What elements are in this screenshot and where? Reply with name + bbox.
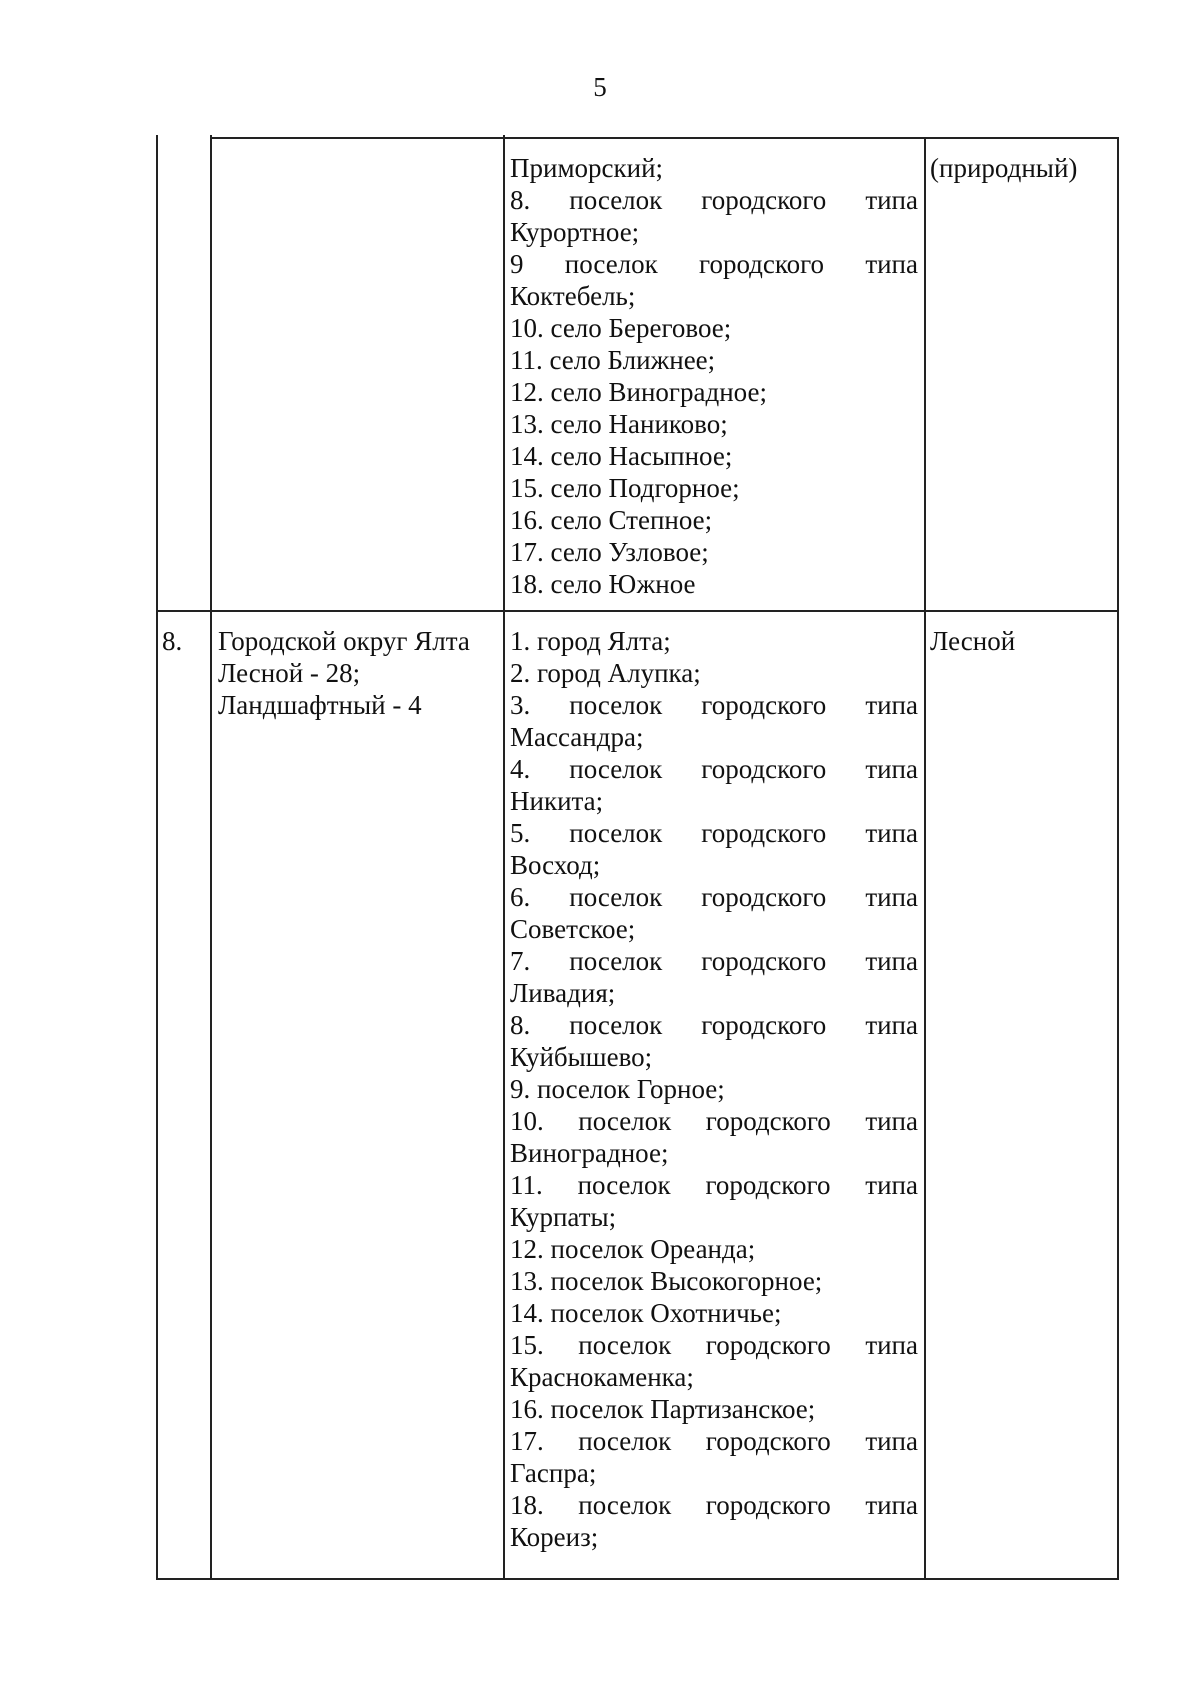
settlement-word: поселок (578, 1426, 672, 1456)
row-number: 8. (162, 626, 183, 656)
table-border-right (1117, 137, 1119, 1580)
settlement-word: Куйбышево; (510, 1042, 653, 1072)
settlement-word: городского (701, 1010, 827, 1040)
settlement-line (510, 1041, 918, 1073)
settlement-word: городского (705, 1490, 831, 1520)
settlement-word: 11. село Ближнее; (510, 345, 716, 375)
table-border-left (156, 135, 158, 1580)
settlement-line (510, 1201, 918, 1233)
settlement-word: поселок (564, 249, 658, 279)
settlement-word: поселок (569, 690, 663, 720)
settlement-word: поселок (577, 1170, 671, 1200)
settlement-word: 9. поселок Горное; (510, 1074, 725, 1104)
settlement-line (510, 657, 918, 689)
settlement-line (510, 568, 918, 600)
settlement-line (510, 1425, 918, 1457)
settlement-line (510, 721, 918, 753)
settlement-word: 12. поселок Ореанда; (510, 1234, 756, 1264)
settlement-line (510, 1457, 918, 1489)
settlement-word: типа (865, 1490, 918, 1520)
settlement-word: поселок (569, 1010, 663, 1040)
settlement-word: типа (865, 249, 918, 279)
settlement-line (510, 1297, 918, 1329)
settlement-word: 13. поселок Высокогорное; (510, 1266, 823, 1296)
settlement-word: 8. (510, 1010, 531, 1040)
settlement-line (510, 849, 918, 881)
district-forest-count: Лесной - 28; (218, 658, 361, 688)
settlement-word: 2. город Алупка; (510, 658, 701, 688)
settlement-word: городского (701, 882, 827, 912)
page-number: 5 (593, 72, 607, 102)
settlement-word: типа (865, 1330, 918, 1360)
settlement-word: городского (705, 1170, 831, 1200)
settlement-line (510, 817, 918, 849)
settlement-line (510, 1169, 918, 1201)
settlement-word: 9 (510, 249, 524, 279)
settlement-word: Приморский; (510, 153, 664, 183)
settlement-line (510, 913, 918, 945)
settlement-word: типа (865, 946, 918, 976)
settlement-word: Коктебель; (510, 281, 636, 311)
settlement-line (510, 184, 918, 216)
settlement-line (510, 472, 918, 504)
settlement-word: 6. (510, 882, 531, 912)
settlement-word: 10. (510, 1106, 544, 1136)
settlement-word: 3. (510, 690, 531, 720)
settlement-line (510, 945, 918, 977)
settlement-line (510, 881, 918, 913)
settlement-line (510, 1009, 918, 1041)
table-border-top (210, 137, 1119, 139)
protection-type-cell (930, 625, 1015, 657)
settlement-word: 15. (510, 1330, 544, 1360)
settlement-line (510, 312, 918, 344)
settlement-word: Никита; (510, 786, 604, 816)
settlement-word: Восход; (510, 850, 601, 880)
settlement-word: поселок (578, 1106, 672, 1136)
settlement-line (510, 1073, 918, 1105)
settlement-line (510, 977, 918, 1009)
settlement-word: типа (865, 818, 918, 848)
protection-type-cell (930, 152, 1077, 184)
settlement-line (510, 504, 918, 536)
settlement-line (510, 440, 918, 472)
district-cell (218, 625, 498, 721)
settlement-line (510, 1521, 918, 1553)
settlement-word: типа (865, 1010, 918, 1040)
settlement-word: Краснокаменка; (510, 1362, 694, 1392)
settlement-line (510, 689, 918, 721)
column-divider-2 (503, 135, 505, 1580)
settlement-word: городского (701, 185, 827, 215)
settlement-word: Виноградное; (510, 1138, 669, 1168)
settlement-word: 14. поселок Охотничье; (510, 1298, 782, 1328)
settlement-word: 18. (510, 1490, 544, 1520)
column-divider-1 (210, 135, 212, 1580)
settlement-line (510, 1393, 918, 1425)
settlement-word: 4. (510, 754, 531, 784)
settlement-line (510, 753, 918, 785)
settlement-line (510, 344, 918, 376)
settlement-word: городского (705, 1106, 831, 1136)
settlement-word: городского (699, 249, 825, 279)
settlement-word: Кореиз; (510, 1522, 599, 1552)
settlement-word: 15. село Подгорное; (510, 473, 740, 503)
settlement-word: поселок (578, 1490, 672, 1520)
settlement-word: типа (865, 185, 918, 215)
settlement-word: 10. село Береговое; (510, 313, 732, 343)
settlement-line (510, 1233, 918, 1265)
settlement-line (510, 1489, 918, 1521)
settlement-word: 8. (510, 185, 531, 215)
settlement-line (510, 785, 918, 817)
settlement-word: типа (865, 1106, 918, 1136)
settlement-word: городского (705, 1330, 831, 1360)
settlement-word: городского (701, 754, 827, 784)
settlement-line (510, 536, 918, 568)
settlement-word: поселок (569, 946, 663, 976)
settlement-line (510, 280, 918, 312)
settlement-line (510, 248, 918, 280)
row-number-cell (162, 625, 182, 657)
settlement-word: Ливадия; (510, 978, 616, 1008)
settlement-word: 16. село Степное; (510, 505, 713, 535)
settlement-word: Советское; (510, 914, 636, 944)
settlement-word: 16. поселок Партизанское; (510, 1394, 816, 1424)
settlements-cell (510, 625, 918, 1553)
table-border-bottom (156, 1578, 1119, 1580)
settlement-word: городского (701, 818, 827, 848)
district-name: Городской округ Ялта (218, 626, 470, 656)
district-landscape-count: Ландшафтный - 4 (218, 690, 422, 720)
protection-type: Лесной (930, 626, 1016, 656)
settlement-word: поселок (569, 754, 663, 784)
settlement-word: типа (865, 1426, 918, 1456)
settlement-line (510, 1105, 918, 1137)
row-divider (156, 610, 1119, 612)
settlement-word: 18. село Южное (510, 569, 696, 599)
settlement-word: Курпаты; (510, 1202, 617, 1232)
settlement-word: городского (701, 946, 827, 976)
settlement-word: 1. город Ялта; (510, 626, 671, 656)
settlement-word: 17. (510, 1426, 544, 1456)
settlement-word: типа (865, 690, 918, 720)
settlement-word: поселок (569, 818, 663, 848)
settlement-line (510, 1361, 918, 1393)
settlements-cell (510, 152, 918, 600)
settlement-word: 14. село Насыпное; (510, 441, 733, 471)
settlement-word: Курортное; (510, 217, 640, 247)
settlement-word: 13. село Наниково; (510, 409, 728, 439)
settlement-line (510, 376, 918, 408)
settlement-word: типа (865, 1170, 918, 1200)
settlement-word: городского (701, 690, 827, 720)
settlement-word: городского (705, 1426, 831, 1456)
settlement-line (510, 1329, 918, 1361)
column-divider-3 (924, 137, 926, 1580)
settlement-word: типа (865, 882, 918, 912)
settlement-line (510, 1265, 918, 1297)
settlement-word: 5. (510, 818, 531, 848)
settlement-word: 11. (510, 1170, 543, 1200)
settlement-line (510, 625, 918, 657)
settlement-line (510, 152, 918, 184)
settlement-word: поселок (569, 185, 663, 215)
settlement-word: типа (865, 754, 918, 784)
settlement-line (510, 216, 918, 248)
settlement-word: поселок (569, 882, 663, 912)
settlement-word: 12. село Виноградное; (510, 377, 767, 407)
settlement-line (510, 1137, 918, 1169)
settlement-line (510, 408, 918, 440)
settlement-word: Гаспра; (510, 1458, 597, 1488)
settlement-word: поселок (578, 1330, 672, 1360)
settlement-word: 17. село Узловое; (510, 537, 709, 567)
settlement-word: Массандра; (510, 722, 644, 752)
protection-type: (природный) (930, 153, 1078, 183)
settlement-word: 7. (510, 946, 531, 976)
